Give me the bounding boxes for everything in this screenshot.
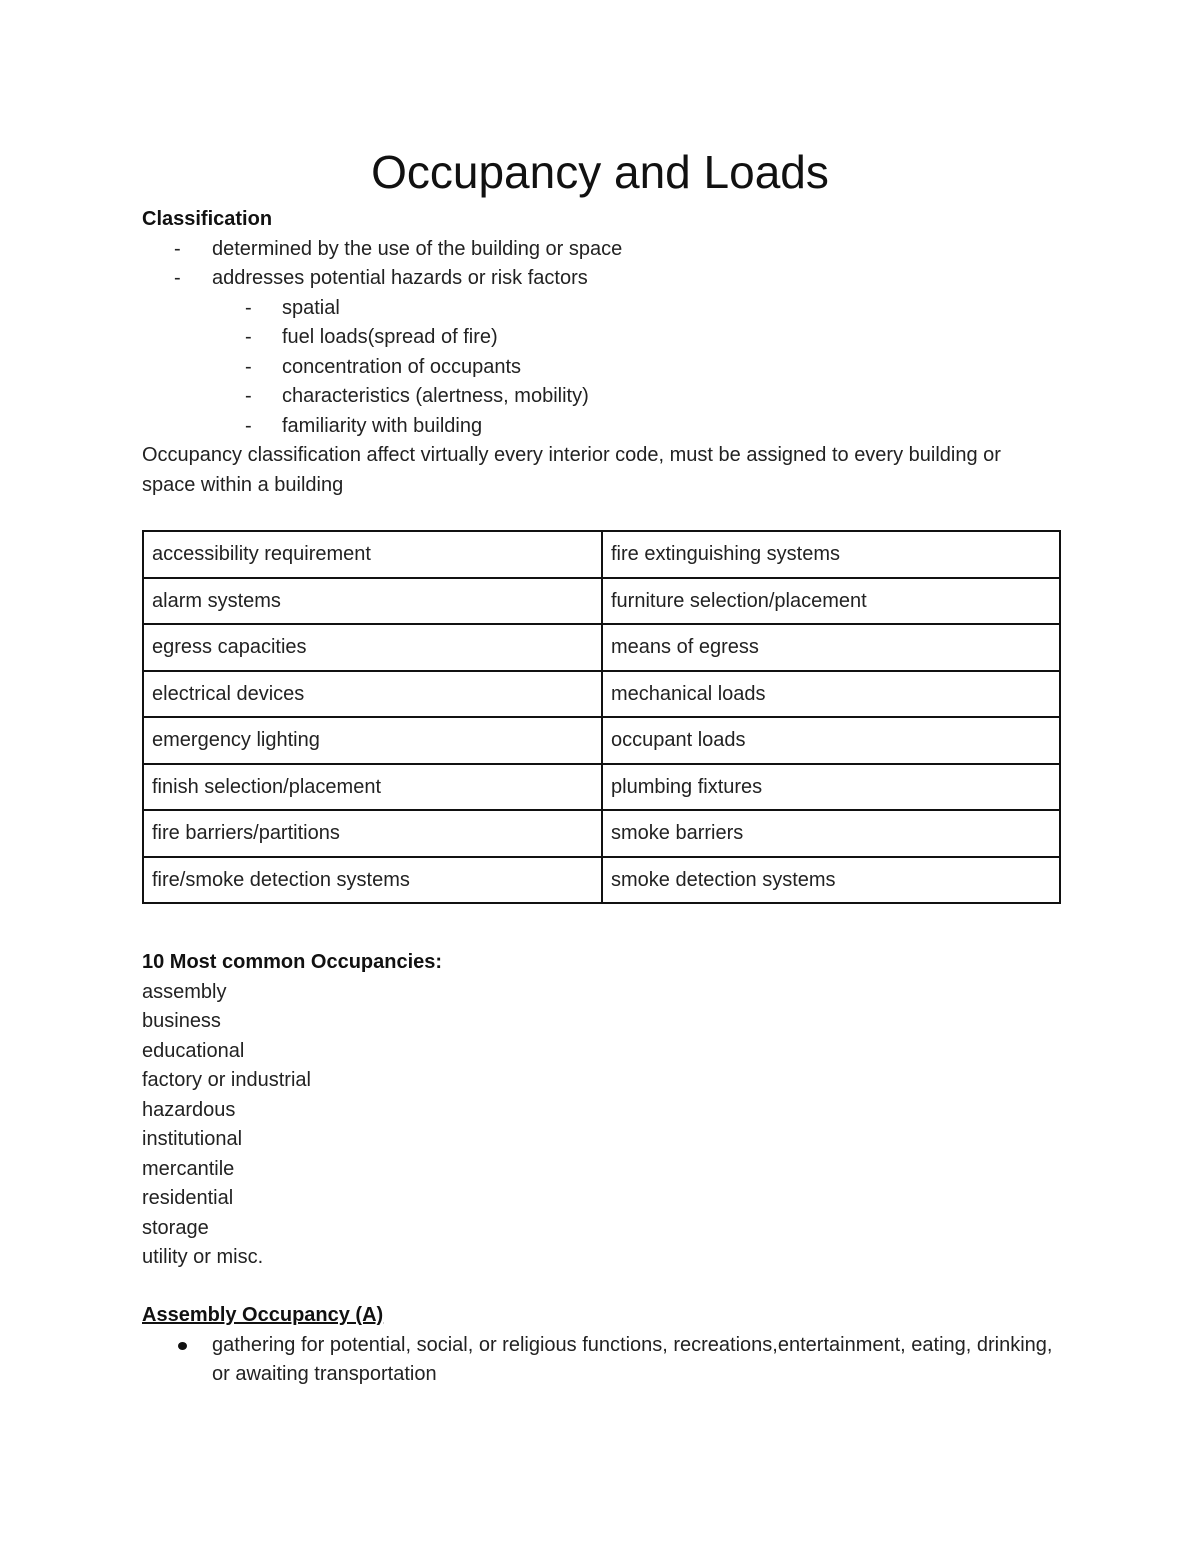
- dash-marker: -: [245, 355, 252, 378]
- table-cell: furniture selection/placement: [602, 578, 1060, 625]
- occupancies-heading: 10 Most common Occupancies:: [142, 951, 443, 973]
- list-item: factory or industrial: [142, 1069, 311, 1091]
- list-item: [142, 1331, 1062, 1390]
- table-cell: alarm systems: [143, 578, 602, 625]
- list-item: [142, 235, 1062, 265]
- sub-list-item-text: fuel loads(spread of fire): [282, 326, 498, 348]
- table-cell: egress capacities: [143, 624, 602, 671]
- table-cell: fire extinguishing systems: [602, 531, 1060, 578]
- bullet-icon: [178, 1342, 187, 1350]
- dash-marker: -: [245, 385, 252, 407]
- page-title: Occupancy and Loads: [371, 146, 829, 198]
- codes-table: [142, 530, 1061, 904]
- list-item-text: gathering for potential, social, or religious functions, recreations,entertainment, eating, drinking, or awaiting transportation: [212, 1333, 1053, 1385]
- list-item: [142, 264, 1062, 294]
- dash-marker: -: [245, 296, 252, 319]
- classification-heading: Classification: [142, 208, 273, 230]
- assembly-heading: Assembly Occupancy (A): [142, 1304, 384, 1326]
- table-row: [143, 578, 1060, 625]
- table-row: [143, 810, 1060, 857]
- dash-marker: -: [174, 237, 181, 260]
- list-item-text: addresses potential hazards or risk factors: [212, 267, 588, 289]
- table-cell: means of egress: [602, 624, 1060, 671]
- table-cell: mechanical loads: [602, 671, 1060, 718]
- table-cell: fire barriers/partitions: [143, 810, 602, 857]
- table-cell: plumbing fixtures: [602, 764, 1060, 811]
- assembly-section: [142, 1301, 1062, 1390]
- dash-marker: -: [245, 326, 252, 348]
- table-cell: emergency lighting: [143, 717, 602, 764]
- table-row: [143, 717, 1060, 764]
- list-item: business: [142, 1010, 221, 1032]
- table-cell: occupant loads: [602, 717, 1060, 764]
- table-cell: smoke barriers: [602, 810, 1060, 857]
- list-item: assembly: [142, 980, 227, 1003]
- table-row: [143, 624, 1060, 671]
- table-row: [143, 764, 1060, 811]
- dash-marker: -: [174, 267, 181, 289]
- dash-marker: -: [245, 414, 252, 437]
- table-cell: electrical devices: [143, 671, 602, 718]
- table-cell: finish selection/placement: [143, 764, 602, 811]
- sub-list-item: [142, 353, 1062, 383]
- sub-list-item: [142, 294, 1062, 324]
- classification-paragraph: Occupancy classification affect virtually every interior code, must be assigned to every building or space within a building: [142, 444, 1001, 496]
- list-item: residential: [142, 1187, 234, 1209]
- table-row: [143, 531, 1060, 578]
- sub-list-item-text: familiarity with building: [282, 414, 483, 437]
- list-item: hazardous: [142, 1098, 236, 1121]
- list-item: mercantile: [142, 1157, 235, 1180]
- sub-list-item: [142, 323, 1062, 353]
- list-item: utility or misc.: [142, 1246, 264, 1268]
- table-row: [143, 857, 1060, 904]
- classification-section: [142, 205, 1062, 500]
- list-item-text: determined by the use of the building or space: [212, 237, 623, 260]
- occupancies-section: [142, 948, 1062, 1273]
- table-row: [143, 671, 1060, 718]
- sub-list-item-text: concentration of occupants: [282, 355, 522, 378]
- sub-list-item: [142, 382, 1062, 412]
- table-cell: fire/smoke detection systems: [143, 857, 602, 904]
- sub-list-item-text: characteristics (alertness, mobility): [282, 385, 589, 407]
- list-item: educational: [142, 1039, 245, 1062]
- list-item: storage: [142, 1216, 209, 1239]
- list-item: institutional: [142, 1128, 243, 1150]
- sub-list-item-text: spatial: [282, 296, 340, 319]
- table-cell: accessibility requirement: [143, 531, 602, 578]
- sub-list-item: [142, 412, 1062, 442]
- table-cell: smoke detection systems: [602, 857, 1060, 904]
